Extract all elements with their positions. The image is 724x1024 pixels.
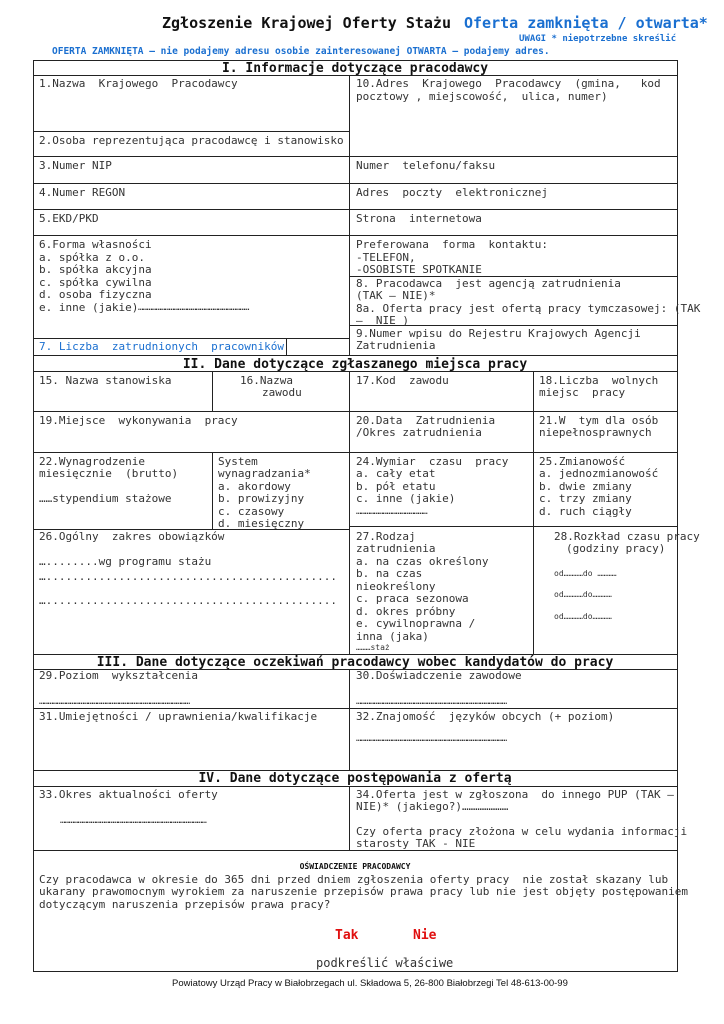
field-7-employees[interactable]: 7. Liczba zatrudnionych pracowników (39, 340, 285, 353)
employment-type-option[interactable]: a. na czas określony (356, 555, 489, 568)
pay-system-option[interactable]: a. akordowy (218, 480, 291, 493)
employment-type-option[interactable]: c. praca sezonowa (356, 592, 469, 605)
employment-type-option[interactable]: d. okres próbny (356, 605, 456, 618)
title-text: Zgłoszenie Krajowej Oferty Stażu (162, 14, 451, 32)
schedule-row[interactable]: od…………do ………… (554, 569, 617, 578)
fill-line: ………………………………………………………………………………………… (356, 697, 507, 707)
section-4-title: IV. Dane dotyczące postępowania z ofertą (198, 771, 512, 786)
field-4-regon[interactable]: 4.Numer REGON (39, 186, 126, 199)
field-32-languages[interactable]: 32.Znajomość języków obcych (+ poziom) (356, 710, 615, 723)
field-34-starosta[interactable]: Czy oferta pracy złożona w celu wydania informacji (356, 825, 688, 838)
header-note: OFERTA ZAMKNIĘTA – nie podajemy adresu osobie zainteresowanej OTWARTA – podajemy adres. (52, 46, 550, 57)
ownership-option[interactable]: e. inne (jakie) (39, 301, 139, 314)
worktime-option[interactable]: b. pół etatu (356, 480, 436, 493)
contact-option-meeting[interactable]: -OSOBISTE SPOTKANIE (356, 263, 482, 276)
field-5-ekd-pkd[interactable]: 5.EKD/PKD (39, 212, 99, 225)
employment-type-option[interactable]: b. na czas (356, 567, 423, 580)
pay-system-option[interactable]: c. czasowy (218, 505, 285, 518)
shift-option[interactable]: c. trzy zmiany (539, 492, 632, 505)
field-18-line2: miejsc pracy (539, 386, 626, 399)
employment-type-line2: zatrudnienia (356, 542, 436, 555)
fill-line: ………………………………………… (356, 507, 427, 517)
field-website[interactable]: Strona internetowa (356, 212, 482, 225)
duties-line[interactable]: …............................................ (39, 570, 338, 583)
shift-option[interactable]: a. jednozmianowość (539, 467, 659, 480)
pay-system-label2: wynagradzania* (218, 467, 311, 480)
worktime-option[interactable]: c. inne (jakie) (356, 492, 456, 505)
declaration-title: OŚWIADCZENIE PRACODAWCY (299, 862, 411, 871)
field-phone-fax[interactable]: Numer telefonu/faksu (356, 159, 496, 172)
section-2-title: II. Dane dotyczące zgłaszanego miejsca pracy (182, 357, 528, 372)
field-15-position[interactable]: 15. Nazwa stanowiska (39, 374, 172, 387)
field-8a-yesno: – NIE ) (356, 314, 409, 327)
field-31-skills[interactable]: 31.Umiejętności / uprawnienia/kwalifikacje (39, 710, 318, 723)
contact-pref-label: Preferowana forma kontaktu: (356, 238, 549, 251)
pay-system-label: System (218, 455, 258, 468)
ownership-option[interactable]: d. osoba fizyczna (39, 288, 152, 301)
fill-line: ………………………………………………………………… (138, 303, 249, 313)
field-27-employment-type: 27.Rodzaj (356, 530, 416, 543)
worktime-option[interactable]: a. cały etat (356, 467, 436, 480)
field-16-occupation[interactable]: 16.Nazwa (240, 374, 293, 387)
field-8-agency-yesno: (TAK – NIE)* (356, 289, 436, 302)
form-title (162, 14, 451, 32)
field-21-line2: niepełnosprawnych (539, 426, 652, 439)
field-26-duties[interactable]: 26.Ogólny zakres obowiązków (39, 530, 225, 543)
fill-line: ……………………………………………………………………………………… (60, 816, 206, 826)
answer-no[interactable]: Nie (413, 928, 437, 943)
declaration-text-1: Czy pracodawca w okresie do 365 dni przed dniem zgłoszenia oferty pracy nie został skazany lub (39, 873, 669, 886)
field-24-worktime: 24.Wymiar czasu pracy (356, 455, 509, 468)
field-30-experience[interactable]: 30.Doświadczenie zawodowe (356, 669, 522, 682)
field-34-starosta-line2: starosty TAK - NIE (356, 837, 476, 850)
field-18-vacancies[interactable]: 18.Liczba wolnych (539, 374, 659, 387)
duties-line[interactable]: …............................................ (39, 594, 338, 607)
field-22-line2: miesięcznie (brutto) (39, 467, 179, 480)
field-16-line2: zawodu (262, 386, 302, 399)
pay-system-option[interactable]: b. prowizyjny (218, 492, 305, 505)
shift-option[interactable]: b. dwie zmiany (539, 480, 632, 493)
field-10-address-line1[interactable]: 10.Adres Krajowego Pracodawcy (gmina, kod (356, 77, 661, 90)
section-1-title: I. Informacje dotyczące pracodawcy (221, 61, 489, 76)
field-22-salary[interactable]: 22.Wynagrodzenie (39, 455, 145, 468)
fill-line: ………………………………………………………………………………………… (356, 734, 507, 744)
underline-hint: podkreślić właściwe (316, 956, 454, 970)
offer-status: Oferta zamknięta / otwarta* (464, 14, 708, 32)
field-8-agency[interactable]: 8. Pracodawca jest agencją zatrudnienia (356, 277, 621, 290)
field-21-disabled[interactable]: 21.W tym dla osób (539, 414, 659, 427)
schedule-row[interactable]: od…………do………… (554, 612, 612, 621)
employment-type-option-cont: nieokreślony (356, 580, 436, 593)
declaration-text-3: dotyczącym naruszenia przepisów prawa pracy? (39, 898, 331, 911)
field-34-line2: NIE)* (jakiego?)………………… (356, 800, 509, 813)
field-8a-temporary[interactable]: 8a. Oferta pracy jest ofertą pracy tymczasowej: (TAK (356, 302, 701, 315)
fill-line: ………………………………………………………………………………………… (39, 697, 190, 707)
schedule-row[interactable]: od…………do………… (554, 590, 612, 599)
field-28-schedule: 28.Rozkład czasu pracy (554, 530, 700, 543)
field-2-representative[interactable]: 2.Osoba reprezentująca pracodawcę i stanowisko (39, 134, 344, 147)
field-19-workplace[interactable]: 19.Miejsce wykonywania pracy (39, 414, 238, 427)
ownership-option[interactable]: b. spółka akcyjna (39, 263, 152, 276)
schedule-line2: (godziny pracy) (566, 542, 666, 555)
field-9-registry-line2: Zatrudnienia (356, 339, 436, 352)
employment-type-option-cont: inna (jaka) (356, 630, 429, 643)
field-3-nip[interactable]: 3.Numer NIP (39, 159, 112, 172)
stipend-field[interactable]: ……stypendium stażowe (39, 492, 172, 505)
field-email[interactable]: Adres poczty elektronicznej (356, 186, 549, 199)
field-9-registry[interactable]: 9.Numer wpisu do Rejestru Krajowych Agencji (356, 327, 641, 340)
ownership-option[interactable]: c. spółka cywilna (39, 276, 152, 289)
contact-option-phone[interactable]: -TELEFON, (356, 251, 416, 264)
duties-line[interactable]: …........wg programu stażu (39, 555, 212, 568)
declaration-text-2: ukarany prawomocnym wyrokiem za naruszenie przepisów prawa pracy lub nie jest objęty postępowaniem (39, 885, 689, 898)
field-25-shifts: 25.Zmianowość (539, 455, 626, 468)
field-10-address-line2: pocztowy , miejscowość, ulica, numer) (356, 90, 608, 103)
field-1-employer-name[interactable]: 1.Nazwa Krajowego Pracodawcy (39, 77, 238, 90)
employment-type-option[interactable]: e. cywilnoprawna / (356, 617, 476, 630)
field-6-ownership: 6.Forma własności (39, 238, 152, 251)
section-3-title: III. Dane dotyczące oczekiwań pracodawcy wobec kandydatów do pracy (96, 655, 614, 670)
footer-address: Powiatowy Urząd Pracy w Białobrzegach ul. Składowa 5, 26-800 Białobrzegi Tel 48-613-00-99 (172, 978, 568, 989)
answer-yes[interactable]: Tak (335, 928, 359, 943)
field-20-date[interactable]: 20.Data Zatrudnienia (356, 414, 496, 427)
field-33-validity[interactable]: 33.Okres aktualności oferty (39, 788, 218, 801)
uwagi-note: UWAGI * niepotrzebne skreślić (519, 34, 677, 44)
field-20-line2: /Okres zatrudnienia (356, 426, 482, 439)
field-34-other-pup[interactable]: 34.Oferta jest w zgłoszona do innego PUP (TAK – (356, 788, 674, 801)
pay-system-option[interactable]: d. miesięczny (218, 517, 305, 530)
shift-option[interactable]: d. ruch ciągły (539, 505, 632, 518)
ownership-option[interactable]: a. spółka z o.o. (39, 251, 145, 264)
internship-fill[interactable]: ………staż (356, 643, 390, 652)
field-29-education[interactable]: 29.Poziom wykształcenia (39, 669, 198, 682)
field-17-code[interactable]: 17.Kod zawodu (356, 374, 449, 387)
